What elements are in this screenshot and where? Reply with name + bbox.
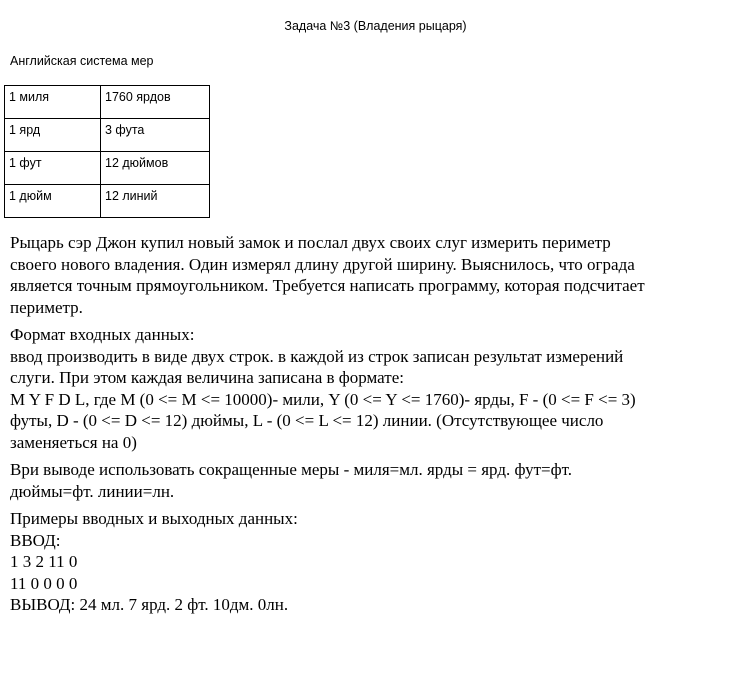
output-format-paragraph: Ври выводе использовать сокращенные меры - миля=мл. ярды = ярд. фут=фт. дюймы=фт. линии=лн.	[10, 460, 573, 501]
table-cell: 1 ярд	[5, 119, 101, 152]
examples-paragraph: Примеры вводных и выходных данных: ВВОД: 1 3 2 11 0 11 0 0 0 0 ВЫВОД: 24 мл. 7 ярд. 2 фт. 10дм. 0лн.	[10, 509, 298, 614]
table-row	[5, 185, 210, 218]
table-cell: 3 фута	[101, 119, 210, 152]
measures-table	[4, 85, 210, 218]
table-cell: 1 миля	[5, 86, 101, 119]
table-row	[5, 119, 210, 152]
intro-paragraph: Рыцарь сэр Джон купил новый замок и послал двух своих слуг измерить периметр своего нового владения. Один измерял длину другой ширину. Выяснилось, что ограда является точным прямоугольником. Требуется написать программу, которая подсчитает периметр.	[10, 233, 645, 317]
table-cell: 1760 ярдов	[101, 86, 210, 119]
table-cell: 1 фут	[5, 152, 101, 185]
table-cell: 12 дюймов	[101, 152, 210, 185]
document-title: Задача №3 (Владения рыцаря)	[284, 19, 467, 33]
table-row	[5, 86, 210, 119]
problem-body	[10, 232, 740, 622]
input-format-paragraph: Формат входных данных: ввод производить в виде двух строк. в каждой из строк записан результат измерений слуги. При этом каждая величина записана в формате: M Y F D L, где M (0 <= M <= 10000)- мили, Y (0 <= Y <= 1760)- ярды, F - (0 <= F <= 3) футы, D - (0 <= D <= 12) дюймы, L - (0 <= L <= 12) линии. (Отсутствующее число заменяеться на 0)	[10, 325, 636, 452]
table-cell: 12 линий	[101, 185, 210, 218]
table-row	[5, 152, 210, 185]
table-cell: 1 дюйм	[5, 185, 101, 218]
measures-subtitle: Английская система мер	[10, 54, 154, 68]
